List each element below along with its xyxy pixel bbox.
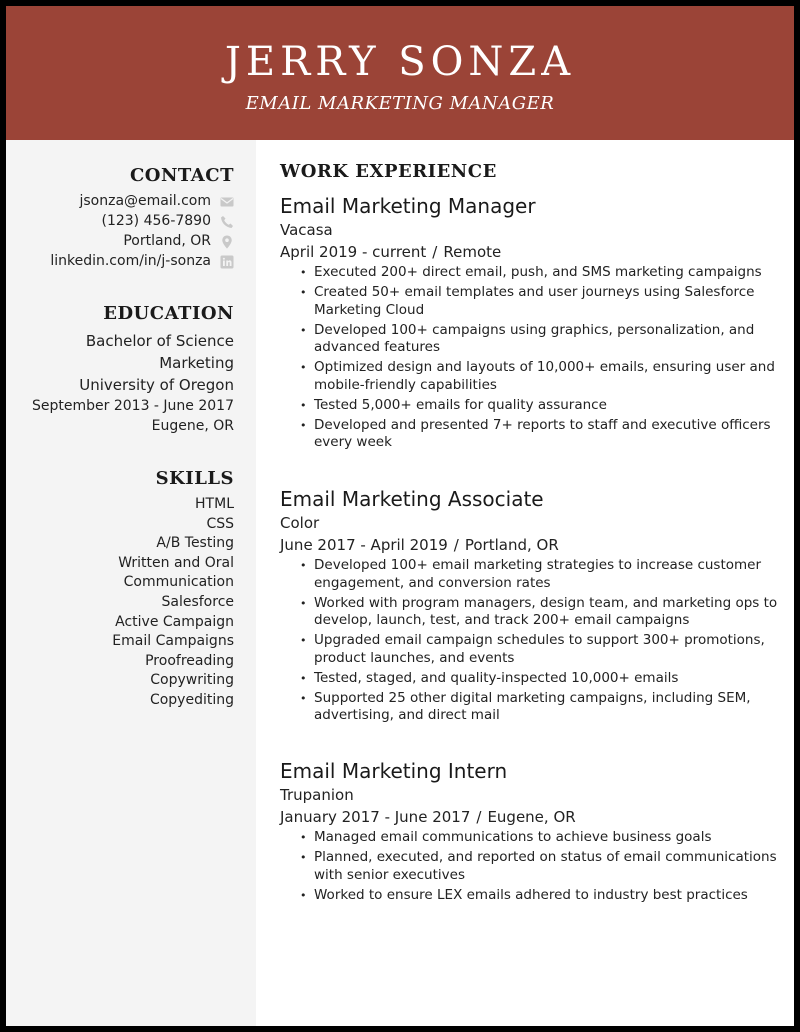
contact-phone-text: (123) 456-7890: [101, 213, 211, 230]
job-location: Eugene, OR: [487, 808, 576, 826]
sidebar: [6, 140, 256, 1026]
job-title: Email Marketing Associate: [280, 487, 544, 511]
skill-item: Proofreading: [145, 652, 234, 669]
contact-email-text: jsonza@email.com: [79, 193, 211, 210]
linkedin-icon: [220, 255, 234, 269]
education-school: University of Oregon: [79, 376, 234, 394]
skills-section: [112, 467, 234, 711]
work-experience-heading: WORK EXPERIENCE: [280, 161, 497, 182]
candidate-title: EMAIL MARKETING MANAGER: [245, 93, 555, 114]
job-location: Portland, OR: [464, 536, 559, 554]
job-entry: [280, 758, 780, 907]
list-item: • Upgraded email campaign schedules to support 300+ promotions, product launches, and events: [280, 632, 780, 667]
skill-item: Active Campaign: [115, 613, 234, 630]
job-title: Email Marketing Intern: [280, 759, 508, 783]
job-meta-separator: /: [453, 536, 459, 554]
contact-linkedin-text: linkedin.com/in/j-sonza: [50, 253, 211, 270]
skill-item: Salesforce: [161, 593, 234, 610]
skill-item: HTML: [195, 496, 234, 512]
job-bullets: [280, 557, 780, 725]
skill-item: Communication: [123, 574, 234, 591]
candidate-name: JERRY SONZA: [224, 39, 576, 85]
location-pin-icon: [220, 235, 234, 249]
list-item: • Managed email communications to achieve business goals: [280, 829, 780, 847]
list-item: • Developed 100+ email marketing strategies to increase customer engagement, and conversion rates: [280, 557, 780, 592]
contact-section: [50, 164, 234, 272]
job-company: Trupanion: [280, 786, 354, 804]
list-item: • Supported 25 other digital marketing campaigns, including SEM, advertising, and direct mail: [280, 690, 780, 725]
job-title: Email Marketing Manager: [280, 194, 536, 218]
list-item: • Developed and presented 7+ reports to staff and executive officers every week: [280, 417, 780, 452]
skills-heading: SKILLS: [155, 468, 234, 489]
list-item: • Created 50+ email templates and user journeys using Salesforce Marketing Cloud: [280, 284, 780, 319]
resume-header: [6, 6, 794, 140]
job-dates: January 2017 - June 2017: [280, 808, 471, 826]
list-item: • Worked with program managers, design team, and marketing ops to develop, launch, test, and track 200+ email campaigns: [280, 595, 780, 630]
job-meta-separator: /: [432, 243, 438, 261]
job-entry: [280, 193, 780, 454]
job-bullets: [280, 264, 780, 452]
phone-icon: [220, 215, 234, 229]
skill-item: Written and Oral: [118, 554, 234, 571]
contact-location-text: Portland, OR: [123, 233, 211, 250]
education-location: Eugene, OR: [151, 418, 234, 434]
list-item: • Tested, staged, and quality-inspected 10,000+ emails: [280, 670, 780, 688]
skill-item: Copywriting: [150, 672, 234, 689]
resume-page: [6, 6, 794, 1026]
list-item: • Developed 100+ campaigns using graphics, personalization, and advanced features: [280, 322, 780, 357]
job-meta-separator: /: [476, 808, 482, 826]
education-dates: September 2013 - June 2017: [32, 398, 234, 414]
job-meta: [280, 241, 780, 263]
contact-phone[interactable]: [50, 212, 234, 232]
job-company: Vacasa: [280, 221, 333, 239]
contact-email[interactable]: [50, 192, 234, 212]
education-field: Marketing: [159, 354, 234, 372]
skill-item: Email Campaigns: [112, 633, 234, 650]
job-meta: [280, 806, 780, 828]
list-item: • Executed 200+ direct email, push, and SMS marketing campaigns: [280, 264, 780, 282]
contact-linkedin[interactable]: [50, 252, 234, 272]
skill-item: A/B Testing: [156, 535, 234, 552]
job-bullets: [280, 829, 780, 904]
education-section: [32, 302, 234, 436]
envelope-icon: [220, 195, 234, 209]
job-company: Color: [280, 514, 320, 532]
skill-item: CSS: [206, 515, 234, 532]
list-item: • Worked to ensure LEX emails adhered to industry best practices: [280, 887, 780, 905]
education-heading: EDUCATION: [103, 303, 234, 324]
job-location: Remote: [443, 243, 502, 261]
list-item: • Tested 5,000+ emails for quality assurance: [280, 397, 780, 415]
education-degree: Bachelor of Science: [85, 332, 234, 350]
job-dates: June 2017 - April 2019: [280, 536, 448, 554]
skill-item: Copyediting: [149, 691, 234, 708]
job-meta: [280, 534, 780, 556]
contact-location: [50, 232, 234, 252]
list-item: • Planned, executed, and reported on status of email communications with senior executives: [280, 849, 780, 884]
job-dates: April 2019 - current: [280, 243, 427, 261]
list-item: • Optimized design and layouts of 10,000+ emails, ensuring user and mobile-friendly capabilities: [280, 359, 780, 394]
job-entry: [280, 486, 780, 727]
contact-heading: CONTACT: [129, 165, 234, 186]
